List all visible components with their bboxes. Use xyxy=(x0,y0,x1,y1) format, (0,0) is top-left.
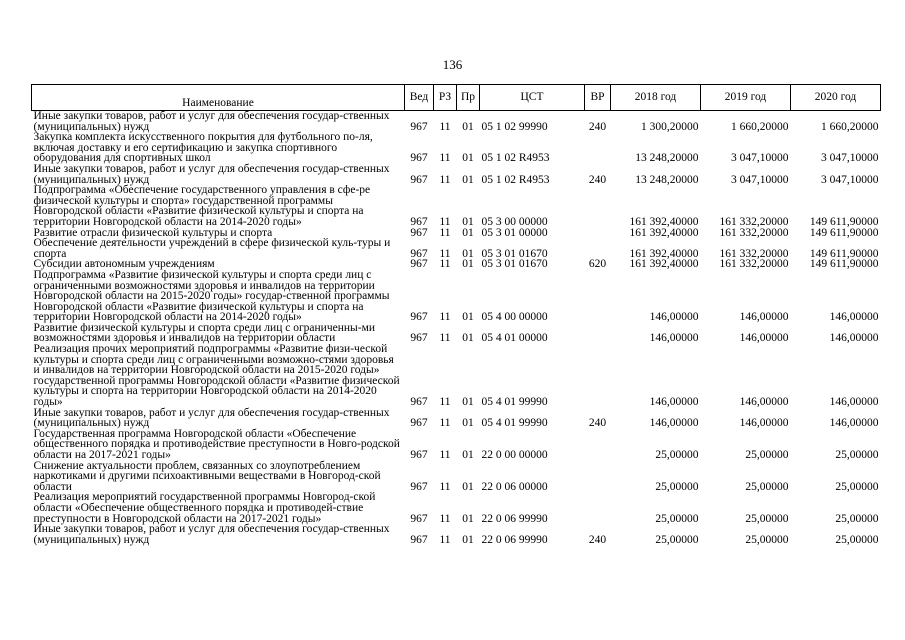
cell-rz: 11 xyxy=(439,480,451,493)
cell-ved: 967 xyxy=(410,311,428,324)
cell-rz: 11 xyxy=(439,120,451,133)
cell-2019: 161 332,20000 xyxy=(719,247,789,260)
cell-cst: 05 4 01 99990 xyxy=(481,417,548,430)
cell-rz: 11 xyxy=(439,396,451,409)
cell-cst: 22 0 06 99990 xyxy=(481,533,548,546)
budget-table xyxy=(31,84,881,545)
cell-name: Государственная программа Новгородской области «Обеспечение общественного порядка и противодействие преступности в Новго-родской области на 2017-2021 годы» xyxy=(33,427,400,461)
cell-cst: 05 1 02 99990 xyxy=(481,120,548,133)
cell-2018: 161 392,40000 xyxy=(629,215,699,228)
cell-ved: 967 xyxy=(410,533,428,546)
header-2019: 2019 год xyxy=(701,85,791,111)
cell-2020: 25,00000 xyxy=(835,533,879,546)
table-row xyxy=(32,164,881,185)
cell-rz: 11 xyxy=(439,226,451,239)
cell-2020: 146,00000 xyxy=(829,332,879,345)
table-row xyxy=(32,524,881,545)
cell-ved: 967 xyxy=(410,120,428,133)
cell-pr: 01 xyxy=(462,332,474,345)
cell-name: Развитие физической культуры и спорта среди лиц с ограниченны-ми возможностями здоровья и инвалидов на территории области xyxy=(33,321,376,345)
cell-name: Снижение актуальности проблем, связанных со злоупотреблением наркотиками и другими психоактивными веществами в Новгород-ской области xyxy=(33,459,381,493)
header-rz: РЗ xyxy=(434,85,457,111)
cell-2018: 161 392,40000 xyxy=(629,226,699,239)
page-number: 136 xyxy=(442,57,463,72)
table-row xyxy=(32,270,881,323)
cell-cst: 05 3 00 00000 xyxy=(481,215,548,228)
cell-2019: 161 332,20000 xyxy=(719,258,789,271)
header-name: Наименование xyxy=(32,85,405,111)
cell-ved: 967 xyxy=(410,512,428,525)
cell-2019: 1 660,20000 xyxy=(731,120,789,133)
cell-2020: 25,00000 xyxy=(835,480,879,493)
cell-cst: 05 4 01 00000 xyxy=(481,332,548,345)
cell-2019: 25,00000 xyxy=(745,533,789,546)
header-2018: 2018 год xyxy=(611,85,701,111)
cell-2019: 25,00000 xyxy=(745,449,789,461)
cell-2020: 149 611,90000 xyxy=(809,258,879,271)
table-row xyxy=(32,461,881,493)
cell-rz: 11 xyxy=(439,512,451,525)
cell-2019: 146,00000 xyxy=(739,396,789,409)
cell-pr: 01 xyxy=(462,247,474,260)
header-2020: 2020 год xyxy=(791,85,881,111)
cell-pr: 01 xyxy=(462,480,474,493)
cell-vr: 240 xyxy=(588,173,607,186)
table-row xyxy=(32,408,881,429)
cell-pr: 01 xyxy=(462,226,474,239)
cell-pr: 01 xyxy=(462,449,474,461)
cell-2020: 149 611,90000 xyxy=(809,247,879,260)
cell-2018: 25,00000 xyxy=(655,512,699,525)
cell-2018: 25,00000 xyxy=(655,480,699,493)
cell-2018: 146,00000 xyxy=(649,311,699,324)
cell-rz: 11 xyxy=(439,173,451,186)
cell-vr: 620 xyxy=(588,258,607,271)
cell-ved: 967 xyxy=(410,332,428,345)
cell-pr: 01 xyxy=(462,417,474,430)
cell-cst: 05 4 00 00000 xyxy=(481,311,548,324)
cell-ved: 967 xyxy=(410,215,428,228)
cell-pr: 01 xyxy=(462,512,474,525)
cell-name: Иные закупки товаров, работ и услуг для обеспечения государ-ственных (муниципальных) нужд xyxy=(33,162,390,186)
cell-2020: 25,00000 xyxy=(835,449,879,461)
cell-2019: 161 332,20000 xyxy=(719,226,789,239)
cell-vr xyxy=(585,185,611,227)
cell-rz: 11 xyxy=(439,332,451,345)
cell-ved: 967 xyxy=(410,226,428,239)
cell-ved: 967 xyxy=(410,396,428,409)
cell-2019: 3 047,10000 xyxy=(731,152,789,165)
cell-name: Иные закупки товаров, работ и услуг для обеспечения государ-ственных (муниципальных) нужд xyxy=(33,110,390,133)
cell-name: Подпрограмма «Развитие физической культуры и спорта среди лиц с ограниченными возможностями здоровья и инвалидов на территории Новгородской области на 2015-2020 годы» государ-ственной программы Новгородской области «Развитие физической культуры и спорта на территории Новгородской области на 2014-2020 годы» xyxy=(33,268,390,324)
cell-vr xyxy=(585,228,611,239)
cell-name: Обеспечение деятельности учреждений в сфере физической куль-туры и спорта xyxy=(33,237,391,260)
cell-2018: 146,00000 xyxy=(649,396,699,409)
cell-rz: 11 xyxy=(439,533,451,546)
cell-2019: 161 332,20000 xyxy=(719,215,789,228)
cell-2020: 146,00000 xyxy=(829,417,879,430)
table-row xyxy=(32,429,881,461)
cell-2020: 1 660,20000 xyxy=(821,120,879,133)
cell-2020: 3 047,10000 xyxy=(821,173,879,186)
cell-vr xyxy=(585,461,611,493)
cell-2018: 25,00000 xyxy=(655,533,699,546)
cell-rz: 11 xyxy=(439,311,451,324)
cell-name: Реализация прочих мероприятий подпрограммы «Развитие физи-ческой культуры и спорта среди лиц с ограниченными возможно-стями здоровья и инвалидов на территории Новгородской области на 2015-2020 годы» государственной программы Новгородской области «Развитие физической культуры и спорта на территории Новгородской области на 2014-2020 годы» xyxy=(33,343,400,409)
cell-2020: 149 611,90000 xyxy=(809,215,879,228)
cell-2019: 3 047,10000 xyxy=(731,173,789,186)
cell-2020: 146,00000 xyxy=(829,396,879,409)
cell-vr: 240 xyxy=(588,417,607,430)
cell-vr xyxy=(585,323,611,344)
cell-name: Субсидии автономным учреждениям xyxy=(33,258,215,271)
cell-rz: 11 xyxy=(439,417,451,430)
cell-ved: 967 xyxy=(410,449,428,461)
header-pr: Пр xyxy=(457,85,480,111)
cell-pr: 01 xyxy=(462,152,474,165)
cell-pr: 01 xyxy=(462,173,474,186)
cell-pr: 01 xyxy=(462,120,474,133)
cell-rz: 11 xyxy=(439,449,451,461)
table-row xyxy=(32,323,881,344)
cell-vr xyxy=(585,429,611,461)
cell-2018: 25,00000 xyxy=(655,449,699,461)
cell-name: Иные закупки товаров, работ и услуг для обеспечения государ-ственных (муниципальных) нужд xyxy=(33,406,390,430)
table-header xyxy=(32,85,881,111)
cell-pr: 01 xyxy=(462,311,474,324)
cell-2018: 161 392,40000 xyxy=(629,258,699,271)
cell-ved: 967 xyxy=(410,173,428,186)
cell-2020: 146,00000 xyxy=(829,311,879,324)
cell-cst: 05 3 01 01670 xyxy=(481,247,548,260)
cell-cst: 05 1 02 R4953 xyxy=(481,152,550,165)
cell-ved: 967 xyxy=(410,480,428,493)
cell-2018: 146,00000 xyxy=(649,332,699,345)
cell-2018: 146,00000 xyxy=(649,417,699,430)
table-row xyxy=(32,111,881,133)
cell-cst: 05 3 01 01670 xyxy=(481,258,548,271)
cell-2019: 25,00000 xyxy=(745,480,789,493)
cell-2018: 161 392,40000 xyxy=(629,247,699,260)
cell-2019: 25,00000 xyxy=(745,512,789,525)
cell-2020: 149 611,90000 xyxy=(809,226,879,239)
cell-vr: 240 xyxy=(588,533,607,546)
cell-rz: 11 xyxy=(439,258,451,271)
cell-2020: 3 047,10000 xyxy=(821,152,879,165)
cell-vr xyxy=(585,132,611,164)
cell-name: Развитие отрасли физической культуры и спорта xyxy=(33,226,273,239)
cell-2019: 146,00000 xyxy=(739,332,789,345)
cell-2018: 1 300,20000 xyxy=(641,120,699,133)
cell-ved: 967 xyxy=(410,417,428,430)
cell-pr: 01 xyxy=(462,396,474,409)
cell-vr xyxy=(585,270,611,323)
cell-2019: 146,00000 xyxy=(739,417,789,430)
cell-rz: 11 xyxy=(439,152,451,165)
cell-cst: 22 0 00 00000 xyxy=(481,449,548,461)
cell-vr xyxy=(585,492,611,524)
cell-vr xyxy=(585,344,611,408)
cell-name: Закупка комплекта искусственного покрытия для футбольного по-ля, включая доставку и его сертификацию и закупка спортивного оборудования для спортивных школ xyxy=(33,131,373,165)
cell-cst: 05 3 01 00000 xyxy=(481,226,548,239)
cell-ved: 967 xyxy=(410,258,428,271)
cell-name: Иные закупки товаров, работ и услуг для обеспечения государ-ственных (муниципальных) нужд xyxy=(33,523,390,546)
cell-cst: 05 1 02 R4953 xyxy=(481,173,550,186)
cell-pr: 01 xyxy=(462,258,474,271)
table-row xyxy=(32,492,881,524)
table-row xyxy=(32,344,881,408)
table-body xyxy=(32,111,881,546)
cell-name: Реализация мероприятий государственной программы Новгород-ской области «Обеспечение общественного порядка и противодей-ствие преступности в Новгородской области на 2017-2021 годы» xyxy=(33,491,376,525)
header-ved: Вед xyxy=(405,85,434,111)
table-row xyxy=(32,238,881,259)
table-row xyxy=(32,132,881,164)
cell-2020: 25,00000 xyxy=(835,512,879,525)
cell-vr xyxy=(585,238,611,259)
cell-name: Подпрограмма «Обеспечение государственного управления в сфе-ре физической культуры и спорта» государственной программы Новгородской области «Развитие физической культуры и спорта на территории Новгородской области на 2014-2020 годы» xyxy=(33,184,371,228)
header-vr: ВР xyxy=(585,85,611,111)
cell-2018: 13 248,20000 xyxy=(635,152,699,165)
cell-ved: 967 xyxy=(410,247,428,260)
table-row xyxy=(32,185,881,227)
cell-rz: 11 xyxy=(439,215,451,228)
cell-cst: 22 0 06 00000 xyxy=(481,480,548,493)
header-cst: ЦСТ xyxy=(480,85,585,111)
cell-cst: 22 0 06 99990 xyxy=(481,512,548,525)
cell-pr: 01 xyxy=(462,533,474,546)
cell-2018: 13 248,20000 xyxy=(635,173,699,186)
cell-2019: 146,00000 xyxy=(739,311,789,324)
cell-rz: 11 xyxy=(439,247,451,260)
cell-ved: 967 xyxy=(410,152,428,165)
cell-pr: 01 xyxy=(462,215,474,228)
cell-vr: 240 xyxy=(588,120,607,133)
cell-cst: 05 4 01 99990 xyxy=(481,396,548,409)
